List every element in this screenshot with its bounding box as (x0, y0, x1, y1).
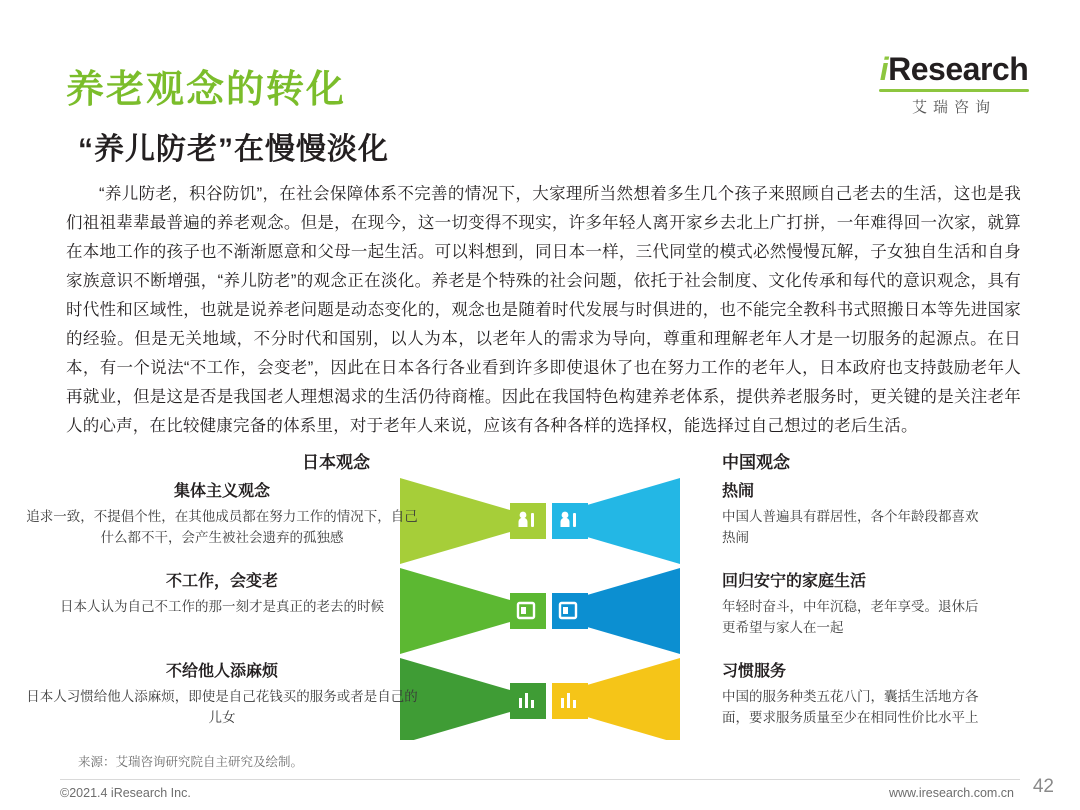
japan-item-2 (22, 568, 422, 617)
china-item-2-desc: 年轻时奋斗，中年沉稳，老年享受。退休后更希望与家人在一起 (722, 599, 979, 635)
logo-underline (879, 89, 1029, 92)
japan-item-3-desc: 日本人习惯给他人添麻烦，即使是自己花钱买的服务或者是自己的儿女 (26, 689, 418, 725)
china-item-1-title: 热闹 (722, 483, 755, 500)
comparison-row (0, 568, 1080, 654)
china-column-title: 中国观念 (722, 453, 790, 472)
footer-divider (60, 779, 1020, 780)
china-item-2-title: 回归安宁的家庭生活 (722, 573, 867, 590)
comparison-row (0, 658, 1080, 744)
concept-comparison-diagram (0, 440, 1080, 760)
japan-item-1-desc: 追求一致，不提倡个性，在其他成员都在努力工作的情况下，自己什么都不干，会产生被社会遗弃的孤独感 (26, 509, 418, 545)
japan-item-2-title: 不工作，会变老 (165, 573, 278, 590)
footer-copyright: ©2021.4 iResearch Inc. (60, 786, 191, 800)
iresearch-logo (874, 52, 1034, 117)
page-subtitle: “养儿防老”在慢慢淡化 (78, 133, 389, 166)
source-note: 来源：艾瑞咨询研究院自主研究及绘制。 (78, 755, 304, 769)
china-item-3-desc: 中国的服务种类五花八门，囊括生活地方各面，要求服务质量至少在相同性价比水平上 (722, 689, 979, 725)
china-item-1 (722, 478, 1080, 548)
japan-column-title: 日本观念 (302, 453, 370, 472)
logo-i-letter: i (879, 51, 889, 87)
china-item-1-desc: 中国人普遍具有群居性，各个年龄段都喜欢热闹 (722, 509, 979, 545)
logo-research-text: Research (888, 51, 1029, 87)
japan-item-1 (22, 478, 422, 548)
logo-wordmark (874, 52, 1034, 86)
japan-item-1-title: 集体主义观念 (173, 483, 270, 500)
japan-item-3-title: 不给他人添麻烦 (165, 663, 278, 680)
china-item-3-title: 习惯服务 (722, 663, 787, 680)
china-item-3 (722, 658, 1080, 728)
china-item-2 (722, 568, 1080, 638)
logo-chinese-name: 艾瑞咨询 (911, 99, 996, 116)
body-paragraph: “养儿防老，积谷防饥”，在社会保障体系不完善的情况下，大家理所当然想着多生几个孩子来照顾自己老去的生活，这也是我们祖祖辈辈最普遍的养老观念。但是，在现今，这一切变得不现实，许多年轻人离开家乡去北上广打拼，一年难得回一次家，就算在本地工作的孩子也不渐渐愿意和父母一起生活。可以料想到，同日本一样，三代同堂的模式必然慢慢瓦解，子女独自生活和自身家族意识不断增强，“养儿防老”的观念正在淡化。养老是个特殊的社会问题，依托于社会制度、文化传承和每代的意识观念，具有时代性和区域性，也就是说养老问题是动态变化的，观念也是随着时代发展与时俱进的，也不能完全教科书式照搬日本等先进国家的经验。但是无关地域，不分时代和国别，以人为本，以老年人的需求为导向，尊重和理解老年人才是一切服务的起源点。在日本，有一个说法“不工作，会变老”，因此在日本各行各业看到许多即使退休了也在努力工作的老年人，日本政府也支持鼓励老年人再就业，但是这是否是我国老人理想渴求的生活仍待商榷。因此在我国特色构建养老体系，提供养老服务时，更关键的是关注老年人的心声，在比较健康完备的体系里，对于老年人来说，应该有各种各样的选择权，能选择过自己想过的老后生活。 (66, 185, 1021, 435)
page-title: 养老观念的转化 (66, 69, 347, 111)
page-number: 42 (1032, 776, 1054, 797)
comparison-row (0, 478, 1080, 564)
footer-website: www.iresearch.com.cn (888, 786, 1014, 800)
japan-item-3 (22, 658, 422, 728)
japan-item-2-desc: 日本人认为自己不工作的那一刻才是真正的老去的时候 (60, 599, 384, 614)
